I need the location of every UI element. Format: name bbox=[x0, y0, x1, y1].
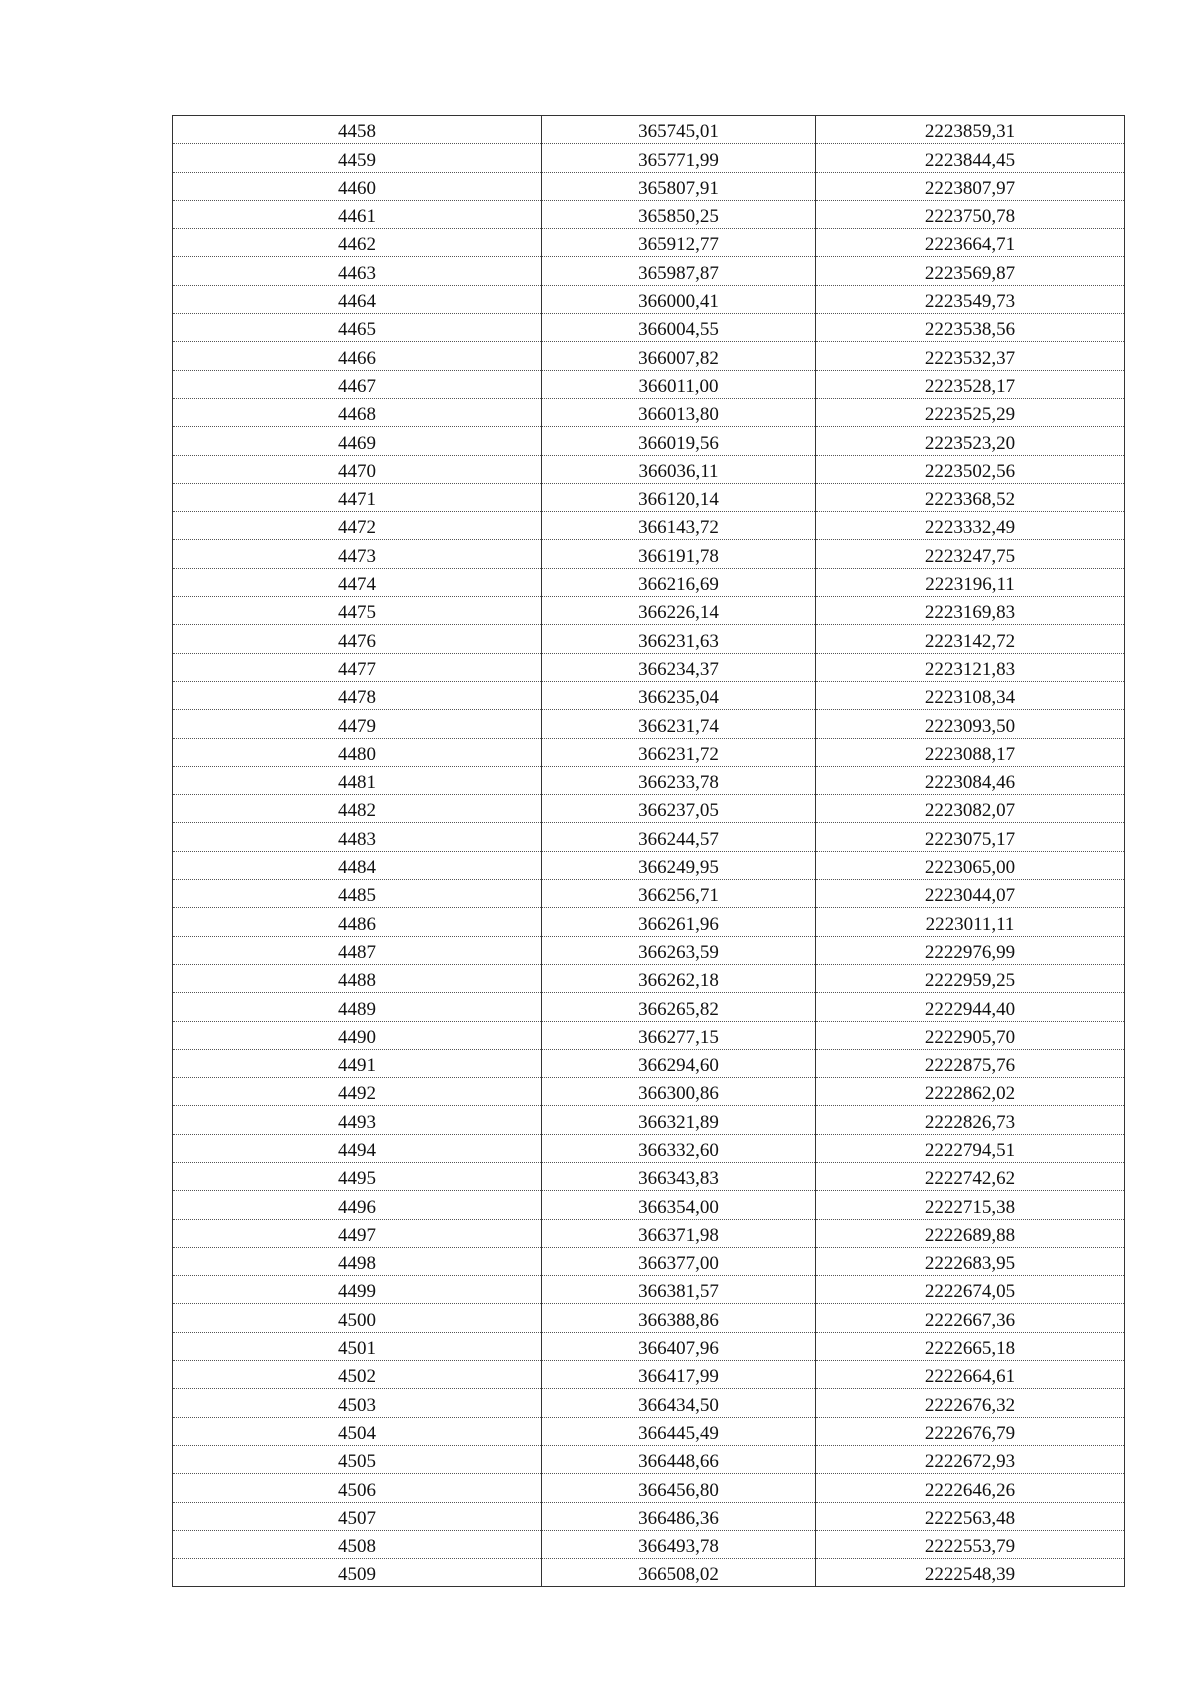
y-coordinate-cell: 2223664,71 bbox=[816, 229, 1125, 257]
table-row bbox=[173, 710, 1125, 738]
y-coordinate-cell: 2223011,11 bbox=[816, 908, 1125, 936]
table-row bbox=[173, 285, 1125, 313]
x-coordinate-cell: 366508,02 bbox=[542, 1559, 816, 1587]
table-row bbox=[173, 823, 1125, 851]
y-coordinate-cell: 2222944,40 bbox=[816, 993, 1125, 1021]
table-row bbox=[173, 1304, 1125, 1332]
table-row bbox=[173, 427, 1125, 455]
y-coordinate-cell: 2223502,56 bbox=[816, 455, 1125, 483]
table-row bbox=[173, 257, 1125, 285]
x-coordinate-cell: 366445,49 bbox=[542, 1417, 816, 1445]
y-coordinate-cell: 2223525,29 bbox=[816, 398, 1125, 426]
table-row bbox=[173, 1445, 1125, 1473]
y-coordinate-cell: 2222548,39 bbox=[816, 1559, 1125, 1587]
y-coordinate-cell: 2222826,73 bbox=[816, 1106, 1125, 1134]
point-number-cell: 4473 bbox=[173, 540, 542, 568]
x-coordinate-cell: 366231,72 bbox=[542, 738, 816, 766]
table-row bbox=[173, 512, 1125, 540]
y-coordinate-cell: 2223075,17 bbox=[816, 823, 1125, 851]
point-number-cell: 4460 bbox=[173, 172, 542, 200]
point-number-cell: 4494 bbox=[173, 1134, 542, 1162]
y-coordinate-cell: 2222742,62 bbox=[816, 1162, 1125, 1190]
table-row bbox=[173, 229, 1125, 257]
x-coordinate-cell: 366120,14 bbox=[542, 483, 816, 511]
x-coordinate-cell: 366235,04 bbox=[542, 681, 816, 709]
table-row bbox=[173, 653, 1125, 681]
x-coordinate-cell: 366417,99 bbox=[542, 1361, 816, 1389]
x-coordinate-cell: 366354,00 bbox=[542, 1191, 816, 1219]
y-coordinate-cell: 2223169,83 bbox=[816, 597, 1125, 625]
x-coordinate-cell: 366004,55 bbox=[542, 314, 816, 342]
x-coordinate-cell: 366231,74 bbox=[542, 710, 816, 738]
y-coordinate-cell: 2223196,11 bbox=[816, 568, 1125, 596]
x-coordinate-cell: 366011,00 bbox=[542, 370, 816, 398]
table-row bbox=[173, 880, 1125, 908]
y-coordinate-cell: 2222794,51 bbox=[816, 1134, 1125, 1162]
x-coordinate-cell: 365987,87 bbox=[542, 257, 816, 285]
table-row bbox=[173, 1389, 1125, 1417]
x-coordinate-cell: 366249,95 bbox=[542, 851, 816, 879]
x-coordinate-cell: 365912,77 bbox=[542, 229, 816, 257]
y-coordinate-cell: 2223108,34 bbox=[816, 681, 1125, 709]
table-row bbox=[173, 540, 1125, 568]
x-coordinate-cell: 366036,11 bbox=[542, 455, 816, 483]
x-coordinate-cell: 366244,57 bbox=[542, 823, 816, 851]
point-number-cell: 4481 bbox=[173, 766, 542, 794]
point-number-cell: 4480 bbox=[173, 738, 542, 766]
y-coordinate-cell: 2223332,49 bbox=[816, 512, 1125, 540]
point-number-cell: 4493 bbox=[173, 1106, 542, 1134]
table-row bbox=[173, 964, 1125, 992]
x-coordinate-cell: 365850,25 bbox=[542, 200, 816, 228]
x-coordinate-cell: 366493,78 bbox=[542, 1530, 816, 1558]
y-coordinate-cell: 2222676,32 bbox=[816, 1389, 1125, 1417]
table-row bbox=[173, 1332, 1125, 1360]
y-coordinate-cell: 2223807,97 bbox=[816, 172, 1125, 200]
x-coordinate-cell: 366261,96 bbox=[542, 908, 816, 936]
y-coordinate-cell: 2223569,87 bbox=[816, 257, 1125, 285]
point-number-cell: 4496 bbox=[173, 1191, 542, 1219]
point-number-cell: 4492 bbox=[173, 1078, 542, 1106]
table-row bbox=[173, 370, 1125, 398]
table-row bbox=[173, 1474, 1125, 1502]
point-number-cell: 4467 bbox=[173, 370, 542, 398]
point-number-cell: 4469 bbox=[173, 427, 542, 455]
point-number-cell: 4499 bbox=[173, 1276, 542, 1304]
x-coordinate-cell: 366237,05 bbox=[542, 795, 816, 823]
y-coordinate-cell: 2223088,17 bbox=[816, 738, 1125, 766]
table-row bbox=[173, 625, 1125, 653]
x-coordinate-cell: 366000,41 bbox=[542, 285, 816, 313]
point-number-cell: 4505 bbox=[173, 1445, 542, 1473]
table-row bbox=[173, 1502, 1125, 1530]
y-coordinate-cell: 2222905,70 bbox=[816, 1021, 1125, 1049]
point-number-cell: 4476 bbox=[173, 625, 542, 653]
x-coordinate-cell: 366377,00 bbox=[542, 1247, 816, 1275]
y-coordinate-cell: 2222676,79 bbox=[816, 1417, 1125, 1445]
table-row bbox=[173, 1078, 1125, 1106]
table-row bbox=[173, 993, 1125, 1021]
table-row bbox=[173, 1021, 1125, 1049]
x-coordinate-cell: 366233,78 bbox=[542, 766, 816, 794]
table-row bbox=[173, 200, 1125, 228]
y-coordinate-cell: 2223859,31 bbox=[816, 116, 1125, 144]
y-coordinate-cell: 2223844,45 bbox=[816, 144, 1125, 172]
table-row bbox=[173, 681, 1125, 709]
y-coordinate-cell: 2223044,07 bbox=[816, 880, 1125, 908]
table-row bbox=[173, 1417, 1125, 1445]
y-coordinate-cell: 2223093,50 bbox=[816, 710, 1125, 738]
x-coordinate-cell: 366381,57 bbox=[542, 1276, 816, 1304]
coordinates-table-body bbox=[173, 116, 1125, 1587]
point-number-cell: 4459 bbox=[173, 144, 542, 172]
y-coordinate-cell: 2222862,02 bbox=[816, 1078, 1125, 1106]
table-row bbox=[173, 1219, 1125, 1247]
table-row bbox=[173, 1134, 1125, 1162]
y-coordinate-cell: 2222976,99 bbox=[816, 936, 1125, 964]
point-number-cell: 4502 bbox=[173, 1361, 542, 1389]
y-coordinate-cell: 2223528,17 bbox=[816, 370, 1125, 398]
y-coordinate-cell: 2222674,05 bbox=[816, 1276, 1125, 1304]
point-number-cell: 4484 bbox=[173, 851, 542, 879]
table-row bbox=[173, 1276, 1125, 1304]
x-coordinate-cell: 366265,82 bbox=[542, 993, 816, 1021]
point-number-cell: 4488 bbox=[173, 964, 542, 992]
y-coordinate-cell: 2222664,61 bbox=[816, 1361, 1125, 1389]
point-number-cell: 4461 bbox=[173, 200, 542, 228]
x-coordinate-cell: 366231,63 bbox=[542, 625, 816, 653]
table-row bbox=[173, 936, 1125, 964]
table-row bbox=[173, 795, 1125, 823]
x-coordinate-cell: 366143,72 bbox=[542, 512, 816, 540]
y-coordinate-cell: 2223065,00 bbox=[816, 851, 1125, 879]
x-coordinate-cell: 366300,86 bbox=[542, 1078, 816, 1106]
x-coordinate-cell: 366332,60 bbox=[542, 1134, 816, 1162]
y-coordinate-cell: 2222875,76 bbox=[816, 1049, 1125, 1077]
point-number-cell: 4506 bbox=[173, 1474, 542, 1502]
point-number-cell: 4472 bbox=[173, 512, 542, 540]
point-number-cell: 4471 bbox=[173, 483, 542, 511]
point-number-cell: 4490 bbox=[173, 1021, 542, 1049]
point-number-cell: 4465 bbox=[173, 314, 542, 342]
point-number-cell: 4482 bbox=[173, 795, 542, 823]
point-number-cell: 4479 bbox=[173, 710, 542, 738]
point-number-cell: 4478 bbox=[173, 681, 542, 709]
table-row bbox=[173, 1162, 1125, 1190]
y-coordinate-cell: 2222646,26 bbox=[816, 1474, 1125, 1502]
table-row bbox=[173, 908, 1125, 936]
point-number-cell: 4503 bbox=[173, 1389, 542, 1417]
table-row bbox=[173, 116, 1125, 144]
table-row bbox=[173, 483, 1125, 511]
x-coordinate-cell: 366234,37 bbox=[542, 653, 816, 681]
table-row bbox=[173, 398, 1125, 426]
point-number-cell: 4466 bbox=[173, 342, 542, 370]
table-row bbox=[173, 314, 1125, 342]
x-coordinate-cell: 366434,50 bbox=[542, 1389, 816, 1417]
y-coordinate-cell: 2222689,88 bbox=[816, 1219, 1125, 1247]
table-row bbox=[173, 851, 1125, 879]
table-row bbox=[173, 597, 1125, 625]
x-coordinate-cell: 366262,18 bbox=[542, 964, 816, 992]
y-coordinate-cell: 2223247,75 bbox=[816, 540, 1125, 568]
point-number-cell: 4464 bbox=[173, 285, 542, 313]
table-row bbox=[173, 738, 1125, 766]
x-coordinate-cell: 366371,98 bbox=[542, 1219, 816, 1247]
y-coordinate-cell: 2223082,07 bbox=[816, 795, 1125, 823]
point-number-cell: 4504 bbox=[173, 1417, 542, 1445]
x-coordinate-cell: 366013,80 bbox=[542, 398, 816, 426]
point-number-cell: 4509 bbox=[173, 1559, 542, 1587]
point-number-cell: 4500 bbox=[173, 1304, 542, 1332]
y-coordinate-cell: 2222715,38 bbox=[816, 1191, 1125, 1219]
x-coordinate-cell: 366388,86 bbox=[542, 1304, 816, 1332]
x-coordinate-cell: 366007,82 bbox=[542, 342, 816, 370]
point-number-cell: 4485 bbox=[173, 880, 542, 908]
point-number-cell: 4487 bbox=[173, 936, 542, 964]
y-coordinate-cell: 2223538,56 bbox=[816, 314, 1125, 342]
x-coordinate-cell: 366321,89 bbox=[542, 1106, 816, 1134]
point-number-cell: 4508 bbox=[173, 1530, 542, 1558]
table-row bbox=[173, 1049, 1125, 1077]
table-row bbox=[173, 455, 1125, 483]
x-coordinate-cell: 365745,01 bbox=[542, 116, 816, 144]
x-coordinate-cell: 366486,36 bbox=[542, 1502, 816, 1530]
table-row bbox=[173, 144, 1125, 172]
point-number-cell: 4475 bbox=[173, 597, 542, 625]
table-row bbox=[173, 1559, 1125, 1587]
table-row bbox=[173, 172, 1125, 200]
point-number-cell: 4491 bbox=[173, 1049, 542, 1077]
point-number-cell: 4497 bbox=[173, 1219, 542, 1247]
table-row bbox=[173, 1191, 1125, 1219]
table-row bbox=[173, 568, 1125, 596]
y-coordinate-cell: 2223549,73 bbox=[816, 285, 1125, 313]
y-coordinate-cell: 2222665,18 bbox=[816, 1332, 1125, 1360]
table-row bbox=[173, 1106, 1125, 1134]
point-number-cell: 4486 bbox=[173, 908, 542, 936]
coordinates-table bbox=[172, 115, 1125, 1587]
y-coordinate-cell: 2223523,20 bbox=[816, 427, 1125, 455]
y-coordinate-cell: 2222563,48 bbox=[816, 1502, 1125, 1530]
table-row bbox=[173, 1530, 1125, 1558]
y-coordinate-cell: 2222683,95 bbox=[816, 1247, 1125, 1275]
point-number-cell: 4462 bbox=[173, 229, 542, 257]
table-row bbox=[173, 342, 1125, 370]
y-coordinate-cell: 2223368,52 bbox=[816, 483, 1125, 511]
x-coordinate-cell: 366294,60 bbox=[542, 1049, 816, 1077]
point-number-cell: 4489 bbox=[173, 993, 542, 1021]
x-coordinate-cell: 366407,96 bbox=[542, 1332, 816, 1360]
y-coordinate-cell: 2222672,93 bbox=[816, 1445, 1125, 1473]
x-coordinate-cell: 366216,69 bbox=[542, 568, 816, 596]
x-coordinate-cell: 366019,56 bbox=[542, 427, 816, 455]
point-number-cell: 4483 bbox=[173, 823, 542, 851]
table-row bbox=[173, 1361, 1125, 1389]
x-coordinate-cell: 366343,83 bbox=[542, 1162, 816, 1190]
point-number-cell: 4474 bbox=[173, 568, 542, 596]
point-number-cell: 4495 bbox=[173, 1162, 542, 1190]
point-number-cell: 4458 bbox=[173, 116, 542, 144]
x-coordinate-cell: 366277,15 bbox=[542, 1021, 816, 1049]
y-coordinate-cell: 2223532,37 bbox=[816, 342, 1125, 370]
x-coordinate-cell: 366191,78 bbox=[542, 540, 816, 568]
y-coordinate-cell: 2223750,78 bbox=[816, 200, 1125, 228]
x-coordinate-cell: 366448,66 bbox=[542, 1445, 816, 1473]
x-coordinate-cell: 365807,91 bbox=[542, 172, 816, 200]
point-number-cell: 4468 bbox=[173, 398, 542, 426]
x-coordinate-cell: 366263,59 bbox=[542, 936, 816, 964]
x-coordinate-cell: 365771,99 bbox=[542, 144, 816, 172]
x-coordinate-cell: 366226,14 bbox=[542, 597, 816, 625]
x-coordinate-cell: 366256,71 bbox=[542, 880, 816, 908]
table-row bbox=[173, 1247, 1125, 1275]
point-number-cell: 4477 bbox=[173, 653, 542, 681]
point-number-cell: 4463 bbox=[173, 257, 542, 285]
point-number-cell: 4501 bbox=[173, 1332, 542, 1360]
y-coordinate-cell: 2223142,72 bbox=[816, 625, 1125, 653]
point-number-cell: 4507 bbox=[173, 1502, 542, 1530]
y-coordinate-cell: 2223084,46 bbox=[816, 766, 1125, 794]
y-coordinate-cell: 2222553,79 bbox=[816, 1530, 1125, 1558]
point-number-cell: 4498 bbox=[173, 1247, 542, 1275]
x-coordinate-cell: 366456,80 bbox=[542, 1474, 816, 1502]
table-row bbox=[173, 766, 1125, 794]
y-coordinate-cell: 2223121,83 bbox=[816, 653, 1125, 681]
y-coordinate-cell: 2222667,36 bbox=[816, 1304, 1125, 1332]
point-number-cell: 4470 bbox=[173, 455, 542, 483]
y-coordinate-cell: 2222959,25 bbox=[816, 964, 1125, 992]
